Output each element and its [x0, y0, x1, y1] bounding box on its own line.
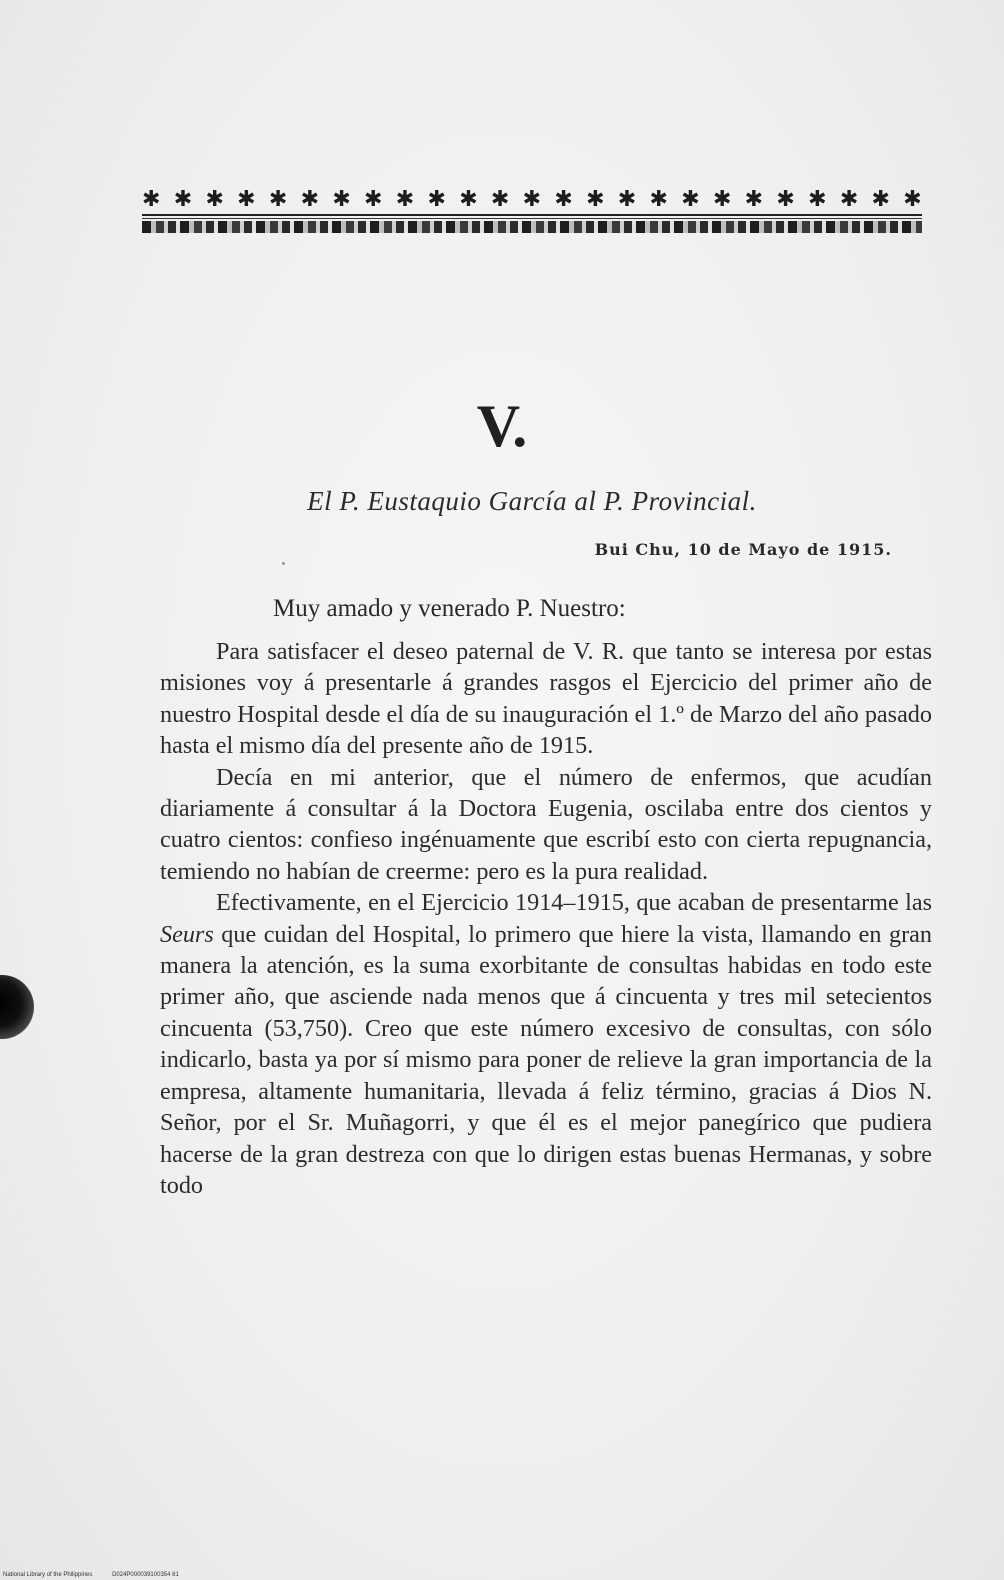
- ornament-star-icon: ✱: [300, 187, 320, 212]
- footer-code: D024P000039100354 81: [112, 1572, 179, 1578]
- ornament-star-icon: ✱: [681, 187, 700, 212]
- ornament-star-row: [142, 188, 922, 212]
- ornament-star-icon: ✱: [173, 187, 193, 212]
- ornament-star-icon: ✱: [364, 187, 383, 212]
- ornament-star-icon: ✱: [839, 187, 859, 212]
- ornament-star-icon: ✱: [332, 187, 351, 212]
- italic-word: Seurs: [160, 920, 214, 948]
- ornament-star-icon: ✱: [268, 187, 288, 212]
- ornament-star-icon: ✱: [490, 187, 510, 212]
- ornament-star-icon: ✱: [459, 187, 478, 212]
- scan-footer: [3, 1572, 197, 1578]
- ornament-star-icon: ✱: [554, 187, 573, 212]
- body-paragraph: Decía en mi anterior, que el número de enfermos, que acudían diariamente á consultar á la Doctora Eugenia, oscilaba entre dos cientos y cuatro cientos: confieso ingénuamente que escribí esto con cierta repugnancia, temiendo no habían de creerme: pero es la pura realidad.: [160, 763, 932, 885]
- ornament-star-icon: ✱: [649, 187, 668, 212]
- letter-title: El P. Eustaquio García al P. Provincial.: [307, 486, 757, 516]
- ornament-rule: [142, 218, 922, 219]
- ornament-star-icon: ✱: [237, 187, 256, 212]
- ornament-star-icon: ✱: [142, 187, 161, 212]
- ornament-star-icon: ✱: [808, 187, 827, 212]
- ornament-star-icon: ✱: [205, 187, 224, 212]
- ornament-star-icon: ✱: [395, 187, 415, 212]
- ornament-rule: [142, 214, 922, 216]
- body-paragraph: [160, 887, 932, 1201]
- ornament-star-icon: ✱: [712, 187, 732, 212]
- ornament-star-icon: ✱: [586, 187, 605, 212]
- letter-salutation: Muy amado y venerado P. Nuestro:: [273, 595, 626, 622]
- ornament-star-icon: ✱: [427, 187, 446, 212]
- binding-shadow: [0, 975, 34, 1039]
- decorative-header-ornament: [142, 188, 922, 244]
- footer-library: National Library of the Philippines: [3, 1572, 93, 1578]
- ornament-star-icon: ✱: [617, 187, 637, 212]
- print-speck: [282, 562, 285, 565]
- paragraph-text: Efectivamente, en el Ejercicio 1914–1915, que acaban de presentarme las: [216, 889, 932, 917]
- ornament-star-icon: ✱: [776, 187, 795, 212]
- paragraph-text: que cuidan del Hospital, lo primero que hiere la vista, llamando en gran manera la atención, es la suma exorbitante de consultas habidas en todo este primer año, que asciende nada menos que á cincuenta y tres mil setecientos cincuenta (53,750). Creo que este número excesivo de consultas, con sólo indicarlo, basta ya por sí mismo para poner de relieve la gran importancia de la empresa, altamente humanitaria, llevada á feliz término, gracias á Dios N. Señor, por el Sr. Muñagorri, y que él es el mejor panegírico que pudiera hacerse de la gran destreza con que lo dirigen estas buenas Hermanas, y sobre todo: [160, 920, 932, 1199]
- ornament-star-icon: ✱: [871, 187, 890, 212]
- ornament-star-icon: ✱: [744, 187, 764, 212]
- letter-dateline: Bui Chu, 10 de Mayo de 1915.: [594, 540, 892, 559]
- ornament-star-icon: ✱: [903, 187, 922, 212]
- ornament-pattern-band: [142, 221, 922, 233]
- ornament-star-icon: ✱: [522, 187, 542, 212]
- body-paragraph: Para satisfacer el deseo paternal de V. R. que tanto se interesa por estas misiones voy á presentarle á grandes rasgos el Ejercicio del primer año de nuestro Hospital desde el día de su inauguración el 1.º de Marzo del año pasado hasta el mismo día del presente año de 1915.: [160, 638, 932, 760]
- chapter-numeral: V.: [476, 393, 528, 459]
- letter-body: [160, 636, 932, 1201]
